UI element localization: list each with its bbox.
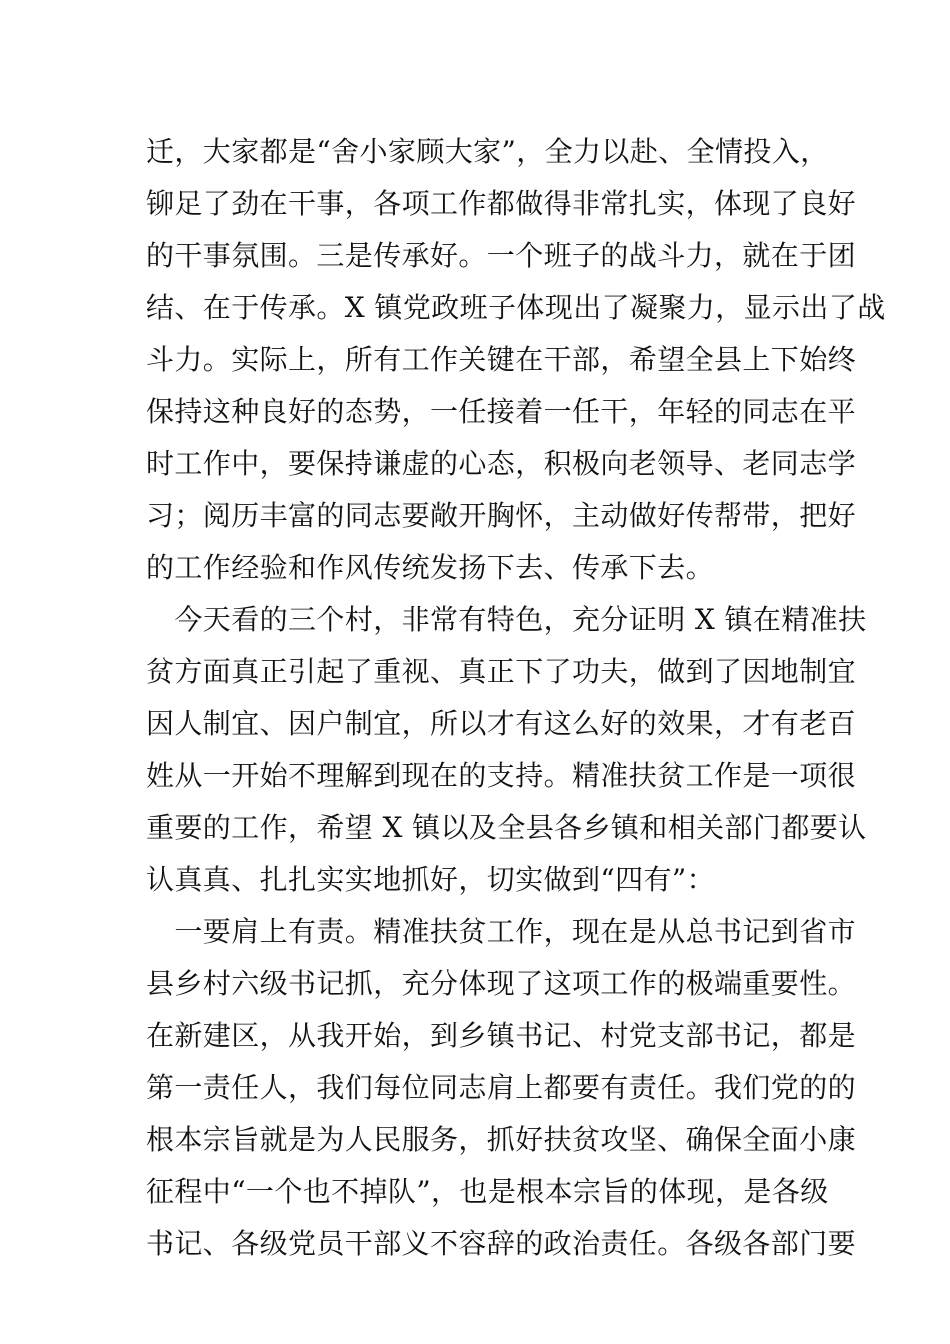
text-line: 根本宗旨就是为人民服务，抓好扶贫攻坚、确保全面小康: [146, 1123, 857, 1156]
text-line: 斗力。实际上，所有工作关键在干部，希望全县上下始终: [146, 343, 857, 376]
text-line: 习；阅历丰富的同志要敞开胸怀，主动做好传帮带，把好: [146, 499, 857, 532]
text-line: 贫方面真正引起了重视、真正下了功夫，做到了因地制宜: [146, 655, 857, 688]
text-line: 迁，大家都是“舍小家顾大家”，全力以赴、全情投入，: [146, 135, 829, 168]
text-line: 书记、各级党员干部义不容辞的政治责任。各级各部门要: [146, 1227, 857, 1260]
text-line: 一要肩上有责。精准扶贫工作，现在是从总书记到省市: [146, 915, 857, 948]
text-line: 重要的工作，希望 X 镇以及全县各乡镇和相关部门都要认: [146, 811, 867, 844]
text-line: 认真真、扎扎实实地抓好，切实做到“四有”：: [146, 863, 716, 896]
text-line: 第一责任人，我们每位同志肩上都要有责任。我们党的的: [146, 1071, 857, 1104]
text-line: 征程中“一个也不掉队”，也是根本宗旨的体现，是各级: [146, 1175, 829, 1208]
text-line: 结、在于传承。X 镇党政班子体现出了凝聚力，显示出了战: [146, 291, 886, 324]
text-line: 姓从一开始不理解到现在的支持。精准扶贫工作是一项很: [146, 759, 857, 792]
text-line: 时工作中，要保持谦虚的心态，积极向老领导、老同志学: [146, 447, 857, 480]
text-line: 因人制宜、因户制宜，所以才有这么好的效果，才有老百: [146, 707, 857, 740]
text-line: 县乡村六级书记抓，充分体现了这项工作的极端重要性。: [146, 967, 857, 1000]
text-line: 保持这种良好的态势，一任接着一任干，年轻的同志在平: [146, 395, 857, 428]
text-line: 今天看的三个村，非常有特色，充分证明 X 镇在精准扶: [146, 603, 867, 636]
body-text: [146, 126, 886, 1270]
text-line: 的工作经验和作风传统发扬下去、传承下去。: [146, 551, 715, 584]
text-line: 的干事氛围。三是传承好。一个班子的战斗力，就在于团: [146, 239, 857, 272]
text-line: 在新建区，从我开始，到乡镇书记、村党支部书记，都是: [146, 1019, 857, 1052]
text-line: 铆足了劲在干事，各项工作都做得非常扎实，体现了良好: [146, 187, 857, 220]
